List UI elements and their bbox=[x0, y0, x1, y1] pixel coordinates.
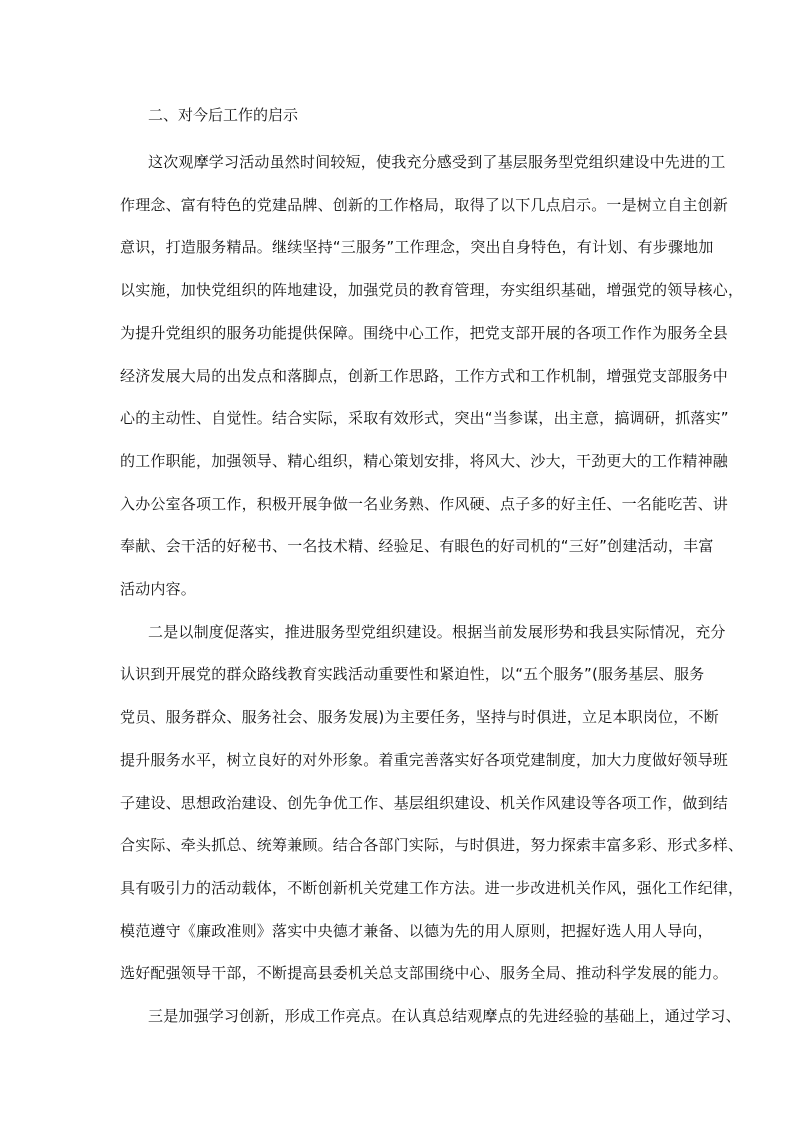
paragraph-2-line: 选好配强领导干部，不断提高县委机关总支部围绕中心、服务全局、推动科学发展的能力。 bbox=[120, 964, 729, 982]
paragraph-1-line: 活动内容。 bbox=[120, 580, 197, 598]
paragraph-2-line: 二是以制度促落实，推进服务型党组织建设。根据当前发展形势和我县实际情况，充分 bbox=[148, 623, 726, 641]
paragraph-1-line: 作理念、富有特色的党建品牌、创新的工作格局，取得了以下几点启示。一是树立自主创新 bbox=[120, 196, 729, 214]
paragraph-2-line: 具有吸引力的活动载体，不断创新机关党建工作方法。进一步改进机关作风，强化工作纪律， bbox=[120, 879, 744, 897]
paragraph-2-line: 合实际、牵头抓总、统筹兼顾。结合各部门实际，与时俱进，努力探索丰富多彩、形式多样、 bbox=[120, 836, 744, 854]
paragraph-2-line: 认识到开展党的群众路线教育实践活动重要性和紧迫性，以“五个服务”(服务基层、服务 bbox=[120, 665, 705, 683]
paragraph-1-line: 的工作职能，加强领导、精心组织，精心策划安排，将风大、沙大，干劲更大的工作精神融 bbox=[120, 452, 729, 470]
paragraph-2-line: 子建设、思想政治建设、创先争优工作、基层组织建设、机关作风建设等各项工作，做到结 bbox=[120, 794, 729, 812]
paragraph-1-line: 以实施，加快党组织的阵地建设，加强党员的教育管理，夯实组织基础，增强党的领导核心， bbox=[120, 281, 744, 299]
paragraph-3-line: 三是加强学习创新，形成工作亮点。在认真总结观摩点的先进经验的基础上，通过学习、 bbox=[148, 1007, 741, 1025]
section-heading: 二、对今后工作的启示 bbox=[148, 106, 299, 124]
paragraph-2-line: 提升服务水平，树立良好的对外形象。着重完善落实好各项党建制度，加大力度做好领导班 bbox=[120, 751, 729, 769]
paragraph-1-line: 意识，打造服务精品。继续坚持“三服务”工作理念，突出自身特色，有计划、有步骤地加 bbox=[120, 238, 714, 256]
paragraph-2-line: 党员、服务群众、服务社会、服务发展)为主要任务，坚持与时俱进，立足本职岗位，不断 bbox=[120, 708, 719, 726]
paragraph-1-line: 入办公室各项工作，积极开展争做一名业务熟、作风硬、点子多的好主任、一名能吃苦、讲 bbox=[120, 495, 729, 513]
paragraph-1-line: 经济发展大局的出发点和落脚点，创新工作思路，工作方式和工作机制，增强党支部服务中 bbox=[120, 367, 729, 385]
paragraph-1-line: 奉献、会干活的好秘书、一名技术精、经验足、有眼色的好司机的“三好”创建活动，丰富 bbox=[120, 537, 714, 555]
paragraph-1-line: 为提升党组织的服务功能提供保障。围绕中心工作，把党支部开展的各项工作作为服务全县 bbox=[120, 324, 729, 342]
paragraph-2-line: 模范遵守《廉政准则》落实中央德才兼备、以德为先的用人原则，把握好选人用人导向， bbox=[120, 922, 713, 940]
paragraph-1-line: 心的主动性、自觉性。结合实际，采取有效形式，突出“当参谋，出主意，搞调研，抓落实” bbox=[120, 409, 729, 427]
paragraph-1-line: 这次观摩学习活动虽然时间较短，使我充分感受到了基层服务型党组织建设中先进的工 bbox=[148, 153, 726, 171]
